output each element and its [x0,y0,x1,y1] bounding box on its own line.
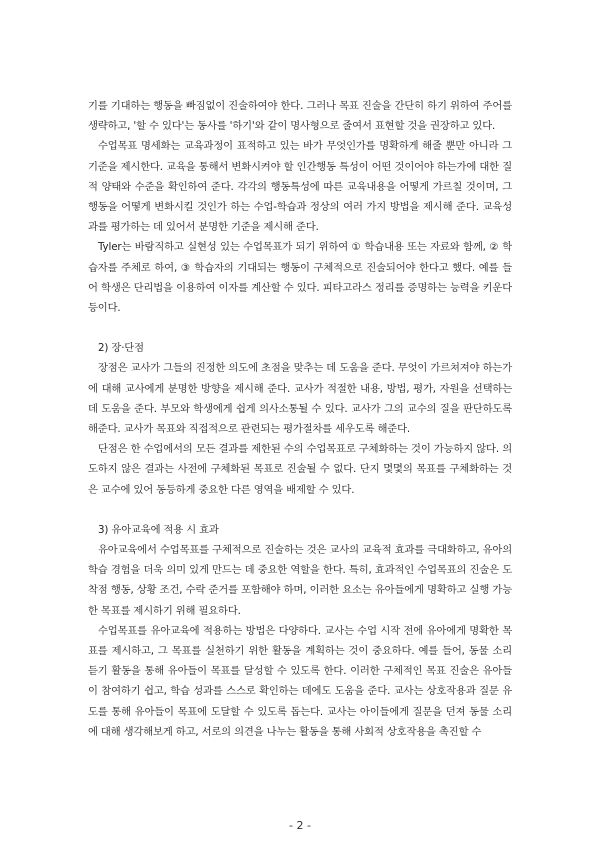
section-heading-early-childhood: 3) 유아교육에 적용 시 효과 [98,523,219,536]
page-number: - 2 - [289,819,311,832]
paragraph-early-childhood-effect: 유아교육에서 수업목표를 구체적으로 진술하는 것은 교사의 교육적 효과를 극대화하고, 유아의 학습 경험을 더욱 의미 있게 만드는 데 중요한 역할을 한다. 특히, 효과적인 수업목표의 진술은 도착점 행동, 상황 조건, 수락 준거를 포함해야 하며, 이러한 요소는 유아들에게 명확하고 실행 가능한 목표를 제시하기 위해 필요하다. [88,544,512,617]
paragraph-tyler: Tyler는 바람직하고 실현성 있는 수업목표가 되기 위하여 ① 학습내용 또는 자료와 함께, ② 학습자를 주체로 하여, ③ 학습자의 기대되는 행동이 구체적으로 진술되어야 한다고 했다. 예를 들어 학생은 단리법을 이용하여 이자를 계산할 수 있다. 피타고라스 정리를 증명하는 능력을 키운다 등이다. [88,241,512,315]
paragraph-early-childhood-method: 수업목표를 유아교육에 적용하는 방법은 다양하다. 교사는 수업 시작 전에 유아에게 명확한 목표를 제시하고, 그 목표를 실천하기 위한 활동을 계획하는 것이 중요하다. 예를 들어, 동물 소리 듣기 활동을 통해 유아들이 목표를 달성할 수 있도록 한다. 이러한 구체적인 목표 진술은 유아들이 참여하기 쉽고, 학습 성과를 스스로 확인하는 데에도 도움을 준다. 교사는 상호작용과 질문 유도를 통해 유아들이 목표에 도달할 수 있도록 돕는다. 교사는 아이들에게 질문을 던져 동물 소리에 대해 생각해보게 하고, 서로의 의견을 나누는 활동을 통해 사회적 상호작용을 촉진할 수 [88,624,512,738]
paragraph-advantages: 장점은 교사가 그들의 진정한 의도에 초점을 맞추는 데 도움을 준다. 무엇이 가르쳐져야 하는가에 대해 교사에게 분명한 방향을 제시해 준다. 교사가 적절한 내용, 방법, 평가, 자원을 선택하는 데 도움을 준다. 부모와 학생에게 쉽게 의사소통될 수 있다. 교사가 그의 교수의 질을 판단하도록 해준다. 교사가 목표와 직접적으로 관련되는 평가절차를 세우도록 해준다. [88,362,512,436]
section-heading-pros-cons: 2) 장·단점 [98,342,144,355]
paragraph-disadvantages: 단점은 한 수업에서의 모든 결과를 제한된 수의 수업목표로 구체화하는 것이 가능하지 않다. 의도하지 않은 결과는 사전에 구체화된 목표로 진술될 수 없다. 단지 몇몇의 목표를 구체화하는 것은 교수에 있어 동등하게 중요한 다른 영역을 배제할 수 있다. [88,443,512,496]
paragraph-continuation: 기를 기대하는 행동을 빠짐없이 진술하여야 한다. 그러나 목표 진술을 간단히 하기 위하여 주어를 생략하고, '할 수 있다'는 동사를 '하기'와 같이 명사형으로 줄여서 표현할 것을 권장하고 있다. [88,100,512,133]
paragraph-objective-specification: 수업목표 명세화는 교육과정이 표적하고 있는 바가 무엇인가를 명확하게 해줄 뿐만 아니라 그 기준을 제시한다. 교육을 통해서 변화시켜야 할 인간행동 특성이 어떤 것이어야 하는가에 대한 질적 양태와 수준을 확인하여 준다. 각각의 행동특성에 따른 교육내용을 어떻게 가르칠 것이며, 그 행동을 어떻게 변화시킬 것인가 하는 수업-학습과 정상의 여러 가지 방법을 제시해 준다. 교육성과를 평가하는 데 있어서 분명한 기준을 제시해 준다. [88,140,512,234]
document-body [88,96,512,742]
